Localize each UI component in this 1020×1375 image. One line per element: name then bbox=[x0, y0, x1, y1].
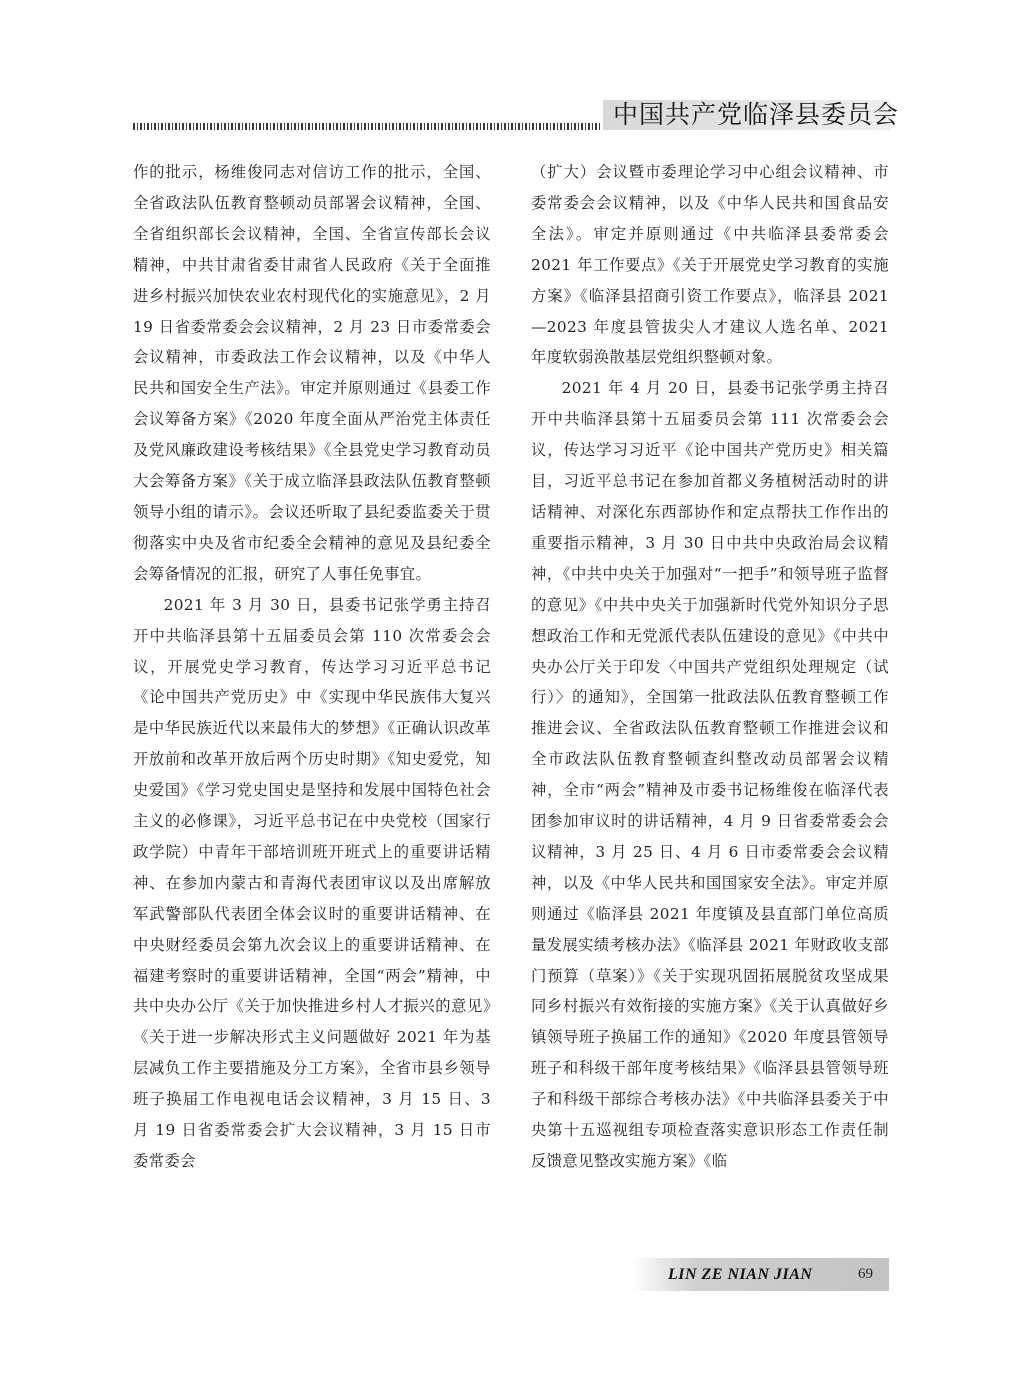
page-header bbox=[133, 100, 900, 130]
right-paragraph-continued: （扩大）会议暨市委理论学习中心组会议精神、市委常委会会议精神，以及《中华人民共和国食品安全法》。审定并原则通过《中共临泽县委常委会 2021 年工作要点》《关于开展党史学习教育的实施方案》《临泽县招商引资工作要点》，临泽县 2021—2023 年度县管拔尖人才建议人选名单、2021 年度软弱涣散基层党组织整顿对象。 bbox=[531, 163, 889, 367]
header-title: 中国共产党临泽县委员会 bbox=[613, 100, 900, 129]
footer-running-title: LIN ZE NIAN JIAN bbox=[668, 1266, 813, 1283]
left-paragraph-meeting-110: 2021 年 3 月 30 日，县委书记张学勇主持召开中共临泽县第十五届委员会第 110 次常委会会议，开展党史学习教育，传达学习习近平总书记《论中国共产党历史》中《实现中华民族伟大复兴是中华民族近代以来最伟大的梦想》《正确认识改革开放前和改革开放后两个历史时期》《知史爱党，知史爱国》《学习党史国史是坚持和发展中国特色社会主义的必修课》，习近平总书记在中央党校（国家行政学院）中青年干部培训班开班式上的重要讲话精神、在参加内蒙古和青海代表团审议以及出席解放军武警部队代表团全体会议时的重要讲话精神、在中央财经委员会第九次会议上的重要讲话精神、在福建考察时的重要讲话精神，全国“两会”精神，中共中央办公厅《关于加快推进乡村人才振兴的意见》《关于进一步解决形式主义问题做好 2021 年为基层减负工作主要措施及分工方案》，全省市县乡领导班子换届工作电视电话会议精神，3 月 15 日、3 月 19 日省委常委会扩大会议精神，3 月 15 日市委常委会 bbox=[133, 595, 491, 1170]
left-paragraph-continued: 作的批示，杨维俊同志对信访工作的批示，全国、全省政法队伍教育整顿动员部署会议精神，全国、全省组织部长会议精神，全国、全省宣传部长会议精神，中共甘肃省委甘肃省人民政府《关于全面推进乡村振兴加快农业农村现代化的实施意见》，2 月 19 日省委常委会会议精神，2 月 23 日市委常委会会议精神，市委政法工作会议精神，以及《中华人民共和国安全生产法》。审定并原则通过《县委工作会议筹备方案》《2020 年度全面从严治党主体责任及党风廉政建设考核结果》《全县党史学习教育动员大会筹备方案》《关于成立临泽县政法队伍教育整顿领导小组的请示》。会议还听取了县纪委监委关于贯彻落实中央及省市纪委全会精神的意见及县纪委全会筹备情况的汇报，研究了人事任免事宜。 bbox=[133, 163, 491, 583]
page-number: 69 bbox=[858, 1266, 873, 1282]
right-paragraph-meeting-111: 2021 年 4 月 20 日，县委书记张学勇主持召开中共临泽县第十五届委员会第 111 次常委会会议，传达学习习近平《论中国共产党历史》相关篇目，习近平总书记在参加首都义务植树活动时的讲话精神、对深化东西部协作和定点帮扶工作作出的重要指示精神，3 月 30 日中共中央政治局会议精神，《中共中央关于加强对“一把手”和领导班子监督的意见》《中共中央关于加强新时代党外知识分子思想政治工作和无党派代表队伍建设的意见》《中共中央办公厅关于印发〈中国共产党组织处理规定（试行）〉的通知》，全国第一批政法队伍教育整顿工作推进会议、全省政法队伍教育整顿工作推进会议和全市政法队伍教育整顿查纠整改动员部署会议精神，全市“两会”精神及市委书记杨维俊在临泽代表团参加审议时的讲话精神，4 月 9 日省委常委会会议精神，3 月 25 日、4 月 6 日市委常委会会议精神，以及《中华人民共和国国家安全法》。审定并原则通过《临泽县 2021 年度镇及县直部门单位高质量发展实绩考核办法》《临泽县 2021 年财政收支部门预算（草案）》《关于实现巩固拓展脱贫攻坚成果同乡村振兴有效衔接的实施方案》《关于认真做好乡镇领导班子换届工作的通知》《2020 年度县管领导班子和科级干部年度考核结果》《临泽县县管领导班子和科级干部综合考核办法》《中共临泽县委关于中央第十五巡视组专项检查落实意识形态工作责任制反馈意见整改实施方案》《临 bbox=[531, 379, 889, 1170]
header-decorative-rule bbox=[133, 123, 601, 130]
right-text-column bbox=[531, 157, 889, 1177]
left-text-column bbox=[133, 157, 491, 1177]
